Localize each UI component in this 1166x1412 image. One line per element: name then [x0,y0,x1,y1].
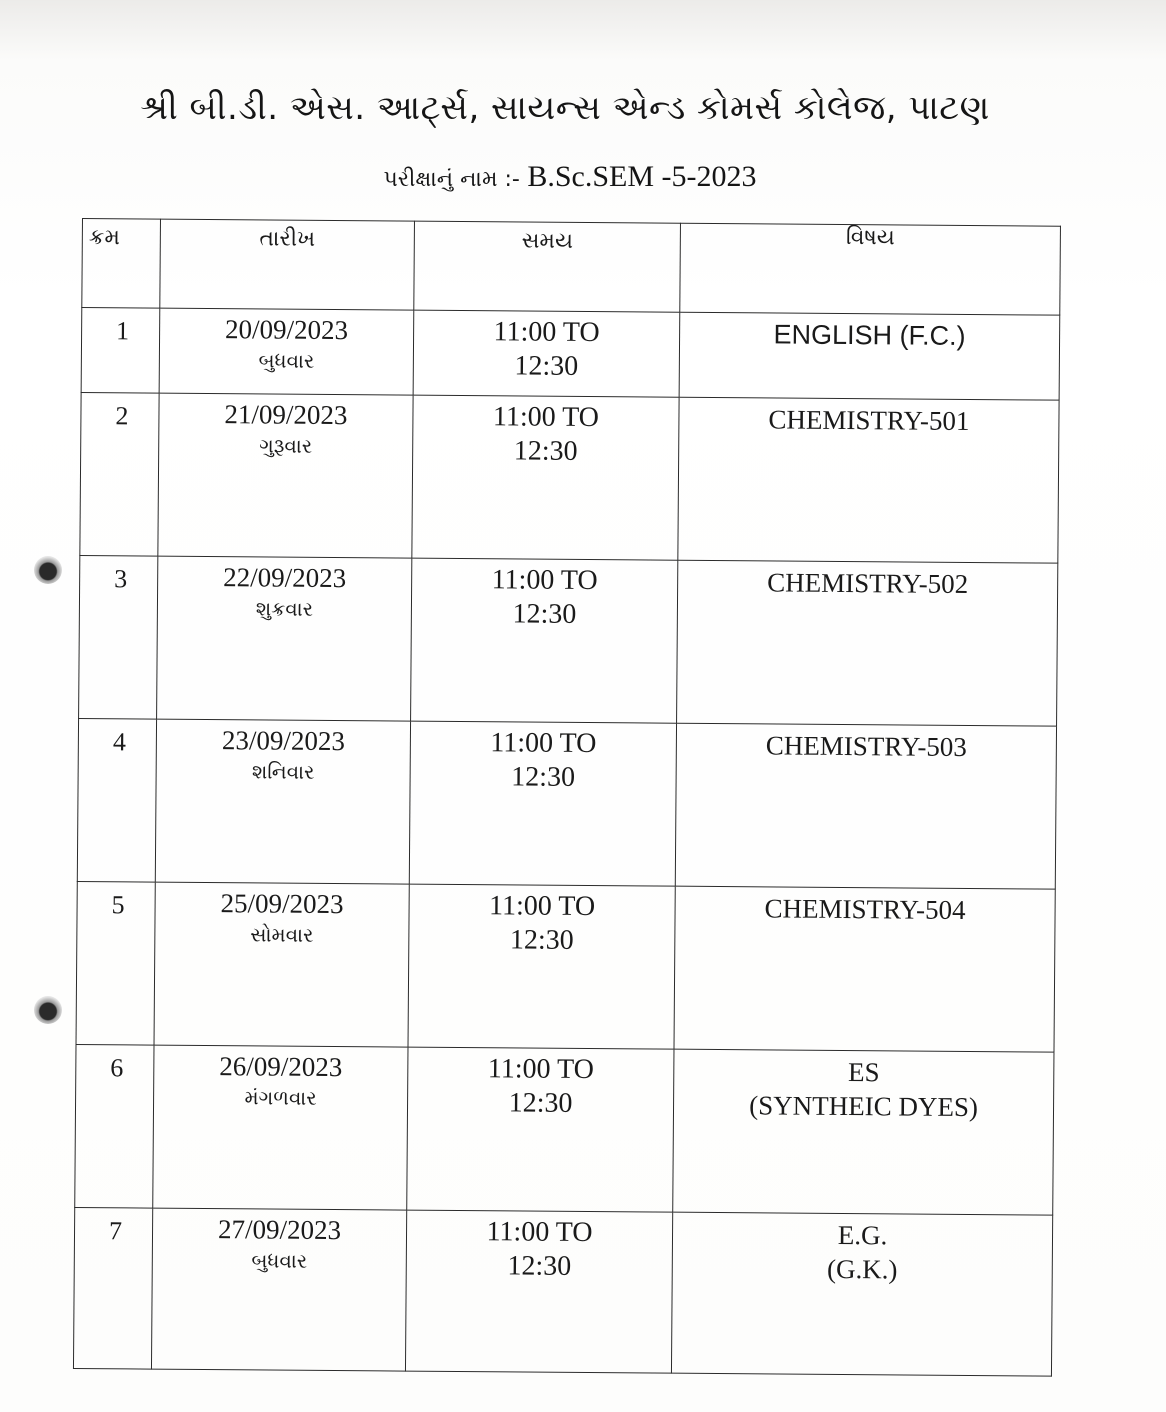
row-date: 26/09/2023 [219,1051,343,1083]
row-subject: CHEMISTRY-503 [765,730,968,762]
row-time-cell [405,1210,672,1373]
row-time-end: 12:30 [513,435,578,467]
row-time-start: 11:00 TO [486,1216,593,1249]
row-time-cell [413,310,680,397]
row-subject-cell [677,560,1058,726]
row-time-cell [409,721,676,886]
row-subject: CHEMISTRY-502 [767,567,969,599]
row-date: 20/09/2023 [224,314,349,346]
row-day: બુધવાર [258,348,315,373]
row-time-end: 12:30 [509,924,574,956]
row-number: 1 [81,308,160,394]
row-day: શુક્રવાર [255,596,314,621]
row-subject-cell [673,1049,1054,1215]
row-date: 21/09/2023 [224,399,348,431]
table-row [73,1207,1052,1376]
row-subject-detail: (G.K.) [826,1253,898,1285]
header-time: સમય [414,221,681,312]
row-time-start: 11:00 TO [492,401,600,434]
row-time-end: 12:30 [508,1087,573,1119]
row-date: 23/09/2023 [221,725,346,757]
punch-hole [34,996,62,1024]
exam-name-label: પરીક્ષાનું નામ :- [383,167,520,192]
row-time-cell [408,884,675,1049]
header-subject: વિષય [680,223,1061,315]
row-number: 2 [80,392,159,556]
row-number: 3 [79,555,158,719]
row-time-cell [411,558,678,723]
row-date: 27/09/2023 [217,1214,342,1246]
row-subject-cell [671,1212,1052,1376]
row-subject: ENGLISH (F.C.) [773,319,966,351]
exam-timetable [73,218,1061,1377]
row-subject-cell [675,723,1056,889]
row-subject: E.G. [837,1219,888,1251]
row-date-cell [159,308,414,395]
row-date: 22/09/2023 [223,562,347,594]
row-time-start: 11:00 TO [493,316,600,349]
row-day: બુધવાર [251,1248,308,1273]
row-subject-detail: (SYNTHEIC DYES) [749,1090,979,1123]
row-time-start: 11:00 TO [487,1053,594,1086]
row-time-cell [412,395,679,560]
college-title: શ્રી બી.ડી. એસ. આર્ટ્સ, સાયન્સ એન્ડ કોમર્સ કોલેજ, પાટણ [140,88,990,128]
row-day: શનિવાર [251,759,315,784]
row-time-start: 11:00 TO [488,890,596,923]
row-day: ગુરૂવાર [259,433,313,458]
table-header-row [82,219,1061,316]
table-row [77,718,1056,889]
row-number: 5 [76,881,155,1045]
row-date-cell [158,393,413,558]
row-time-end: 12:30 [507,1250,572,1282]
row-time-start: 11:00 TO [490,727,597,760]
header-no: ક્રમ [82,219,161,309]
row-date-cell [155,719,410,884]
row-subject: ES [847,1057,880,1088]
row-subject-cell [674,886,1055,1052]
table-row [75,1044,1054,1215]
table-row [76,881,1055,1052]
row-date: 25/09/2023 [220,888,344,920]
row-date-cell [154,882,409,1047]
row-time-end: 12:30 [514,350,579,382]
row-number: 6 [75,1044,154,1208]
row-time-cell [407,1047,674,1212]
row-date-cell [157,556,412,721]
row-number: 4 [77,718,156,882]
header-date: તારીખ [160,219,415,310]
row-date-cell [151,1208,406,1371]
row-subject-cell [679,312,1060,400]
table-row [81,308,1060,401]
table-row [79,555,1058,726]
exam-name-line [230,160,910,194]
table-row [80,392,1059,563]
row-day: સોમવાર [250,922,314,947]
row-time-end: 12:30 [511,761,576,793]
punch-hole [34,556,62,584]
row-number: 7 [73,1207,152,1369]
row-date-cell [153,1045,408,1210]
exam-name-value: B.Sc.SEM -5-2023 [527,160,757,193]
row-subject: CHEMISTRY-501 [768,404,970,436]
row-subject-cell [678,397,1059,563]
row-time-end: 12:30 [512,598,577,630]
row-time-start: 11:00 TO [491,564,598,597]
row-day: મંગળવાર [244,1085,317,1110]
row-subject: CHEMISTRY-504 [764,893,966,925]
